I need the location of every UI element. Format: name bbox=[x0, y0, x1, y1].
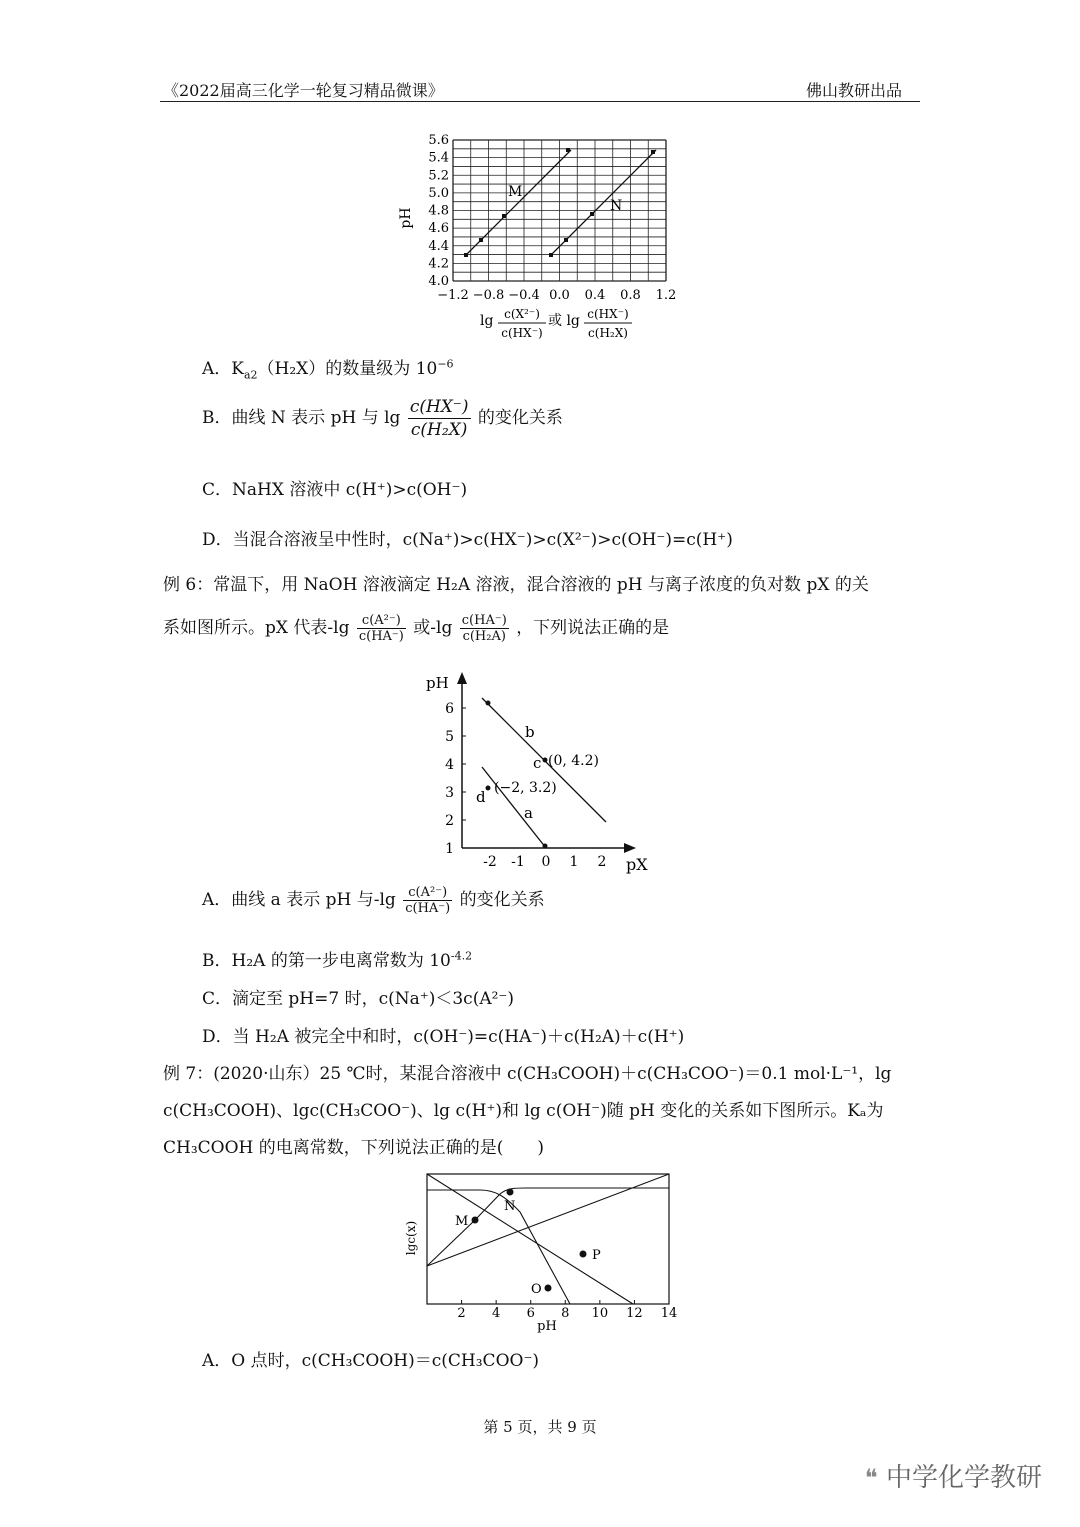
chart2-point-d bbox=[486, 786, 491, 791]
header-right: 佛山教研出品 bbox=[805, 81, 902, 100]
chart3-point-N bbox=[507, 1189, 514, 1196]
chart3-xtick: 12 bbox=[626, 1306, 643, 1321]
header-rule bbox=[160, 101, 920, 102]
chart2-label-c-coord: (0, 4.2) bbox=[548, 753, 599, 769]
chart1-xlabel-den2: c(H₂X) bbox=[588, 326, 628, 340]
q5-option-d: D．当混合溶液呈中性时，c(Na⁺)>c(HX⁻)>c(X²⁻)>c(OH⁻)=c(H⁺) bbox=[202, 530, 733, 550]
chart1-ytick: 5.4 bbox=[428, 150, 449, 166]
chart1-point bbox=[479, 238, 483, 242]
chart1-xtick: −0.4 bbox=[508, 288, 540, 303]
ex6-line1: 例 6：常温下，用 NaOH 溶液滴定 H₂A 溶液，混合溶液的 pH 与离子浓度的负对数 pX 的关 bbox=[163, 575, 869, 595]
chart2-ytick: 2 bbox=[445, 813, 454, 829]
chart2-label-a: a bbox=[524, 804, 533, 822]
chart2-point-c bbox=[543, 758, 548, 763]
q6-option-c: C．滴定至 pH=7 时，c(Na⁺)＜3c(A²⁻) bbox=[202, 989, 515, 1009]
chart2-ylabel: pH bbox=[426, 674, 449, 692]
q6-option-b: B．H₂A 的第一步电离常数为 $10^{-4.2}$ bbox=[202, 949, 473, 971]
chart3-xlabel: pH bbox=[537, 1319, 557, 1334]
q5-option-c: C．NaHX 溶液中 c(H⁺)>c(OH⁻) bbox=[202, 480, 468, 500]
chart2-xlabel: pX bbox=[626, 855, 648, 874]
chart1-point bbox=[502, 214, 506, 218]
q6-option-a: A．曲线 a 表示 pH 与-lg $\frac{\text{c(A²⁻)}}{c(HA^-)}$ 的变化关系 bbox=[202, 885, 545, 916]
chart3-xtick: 10 bbox=[591, 1306, 609, 1321]
chart2-ytick: 3 bbox=[445, 785, 454, 801]
chart1-xtick: 0.4 bbox=[584, 288, 606, 303]
chart3-xtick: 2 bbox=[457, 1306, 466, 1321]
chart1-ytick: 5.0 bbox=[428, 185, 449, 201]
chart3-label-M: M bbox=[455, 1214, 469, 1229]
header-left: 《2022届高三化学一轮复习精品微课》 bbox=[163, 81, 444, 100]
chart1-ticks bbox=[428, 133, 676, 303]
chart1-ytick: 4.8 bbox=[428, 203, 449, 219]
chart1-point bbox=[590, 212, 594, 216]
wechat-icon: ❝ bbox=[864, 1464, 878, 1492]
chart2-ph-vs-px bbox=[420, 670, 660, 875]
q7-option-a: A．O 点时，c(CH₃COOH)＝c(CH₃COO⁻) bbox=[202, 1351, 540, 1371]
q6-option-d: D．当 H₂A 被完全中和时，c(OH⁻)=c(HA⁻)＋c(H₂A)＋c(H⁺) bbox=[202, 1027, 685, 1047]
chart1-ph-vs-lg-ratio bbox=[398, 128, 688, 346]
chart1-ytick: 4.6 bbox=[428, 221, 449, 237]
chart1-ytick: 5.6 bbox=[428, 133, 449, 148]
chart3-xtick: 8 bbox=[561, 1306, 570, 1321]
chart1-xtick: 0.0 bbox=[549, 288, 570, 303]
chart3-label-P: P bbox=[592, 1248, 601, 1263]
chart1-ylabel: pH bbox=[398, 207, 414, 229]
chart1-xlabel-or: 或 lg bbox=[548, 313, 580, 329]
chart2-ytick: 1 bbox=[445, 841, 454, 857]
chart2-xtick: 0 bbox=[541, 854, 551, 870]
chart3-label-N: N bbox=[504, 1199, 516, 1214]
chart1-curve-N: N bbox=[610, 198, 623, 214]
chart3-ylabel: lgc(x) bbox=[404, 1220, 418, 1256]
chart2-label-d-coord: (−2, 3.2) bbox=[494, 780, 557, 796]
chart1-xtick: 0.8 bbox=[620, 288, 641, 303]
chart3-point-M bbox=[472, 1217, 479, 1224]
ex7-line2: c(CH₃COOH)、lgc(CH₃COO⁻)、lg c(H⁺)和 lg c(OH⁻)随 pH 变化的关系如下图所示。Kₐ为 bbox=[163, 1101, 884, 1121]
chart1-ytick: 4.2 bbox=[428, 256, 449, 272]
chart1-ytick: 5.2 bbox=[428, 168, 449, 184]
chart1-xtick: −0.8 bbox=[472, 288, 505, 303]
ex7-line1: 例 7：(2020·山东）25 ℃时，某混合溶液中 c(CH₃COOH)＋c(CH₃COO⁻)＝0.1 mol·L⁻¹，lg bbox=[163, 1064, 892, 1084]
chart1-xlabel-num1: c(X²⁻) bbox=[504, 307, 540, 321]
chart2-label-b: b bbox=[525, 723, 535, 741]
chart2-ytick: 4 bbox=[445, 757, 454, 773]
watermark: ❝ 中学化学教研 bbox=[864, 1463, 1042, 1493]
page-footer: 第 5 页，共 9 页 bbox=[483, 1418, 597, 1436]
chart1-curve-M: M bbox=[508, 184, 523, 200]
chart1-xtick: 1.2 bbox=[655, 288, 677, 303]
chart1-ytick: 4.0 bbox=[428, 274, 449, 289]
chart3-xtick: 14 bbox=[660, 1306, 678, 1321]
chart3-xtick: 6 bbox=[526, 1306, 535, 1321]
chart1-point bbox=[549, 253, 553, 257]
chart3-point-O bbox=[545, 1285, 552, 1292]
chart3-point-P bbox=[580, 1251, 587, 1258]
chart1-xlabel-den1: c(HX⁻) bbox=[501, 326, 543, 340]
ex6-line2: 系如图所示。pX 代表-lg $\frac{\text{c(A²⁻)}}{c(HA^-)}$ 或-lg $\frac{c(HA^-)}{\text{c(H₂A)}}$ ，下列说法正确的是 bbox=[163, 613, 670, 644]
chart1-point bbox=[651, 150, 655, 154]
chart2-xtick: 1 bbox=[569, 854, 579, 870]
ex7-line3: CH₃COOH 的电离常数，下列说法正确的是( ) bbox=[163, 1138, 545, 1158]
chart2-xtick: -1 bbox=[511, 854, 525, 870]
chart2-ytick: 6 bbox=[445, 701, 454, 717]
chart1-point bbox=[464, 253, 468, 257]
chart2-label-d: d bbox=[476, 788, 486, 806]
q5-option-b: B．曲线 N 表示 pH 与 lg $\frac{c(HX^-)}{\text{c(H₂X)}}$ 的变化关系 bbox=[202, 397, 563, 440]
chart3-lgc-vs-ph bbox=[395, 1168, 685, 1336]
chart1-ytick: 4.4 bbox=[428, 238, 449, 254]
chart3-line-h bbox=[427, 1174, 633, 1304]
chart1-xlabel-lg: lg bbox=[480, 313, 494, 329]
chart2-ytick: 5 bbox=[445, 729, 454, 745]
chart1-xtick: −1.2 bbox=[437, 288, 469, 303]
chart1-point bbox=[564, 238, 568, 242]
chart1-point bbox=[566, 148, 570, 152]
chart2-label-c: c bbox=[533, 754, 542, 772]
chart3-xtick: 4 bbox=[492, 1306, 501, 1321]
chart2-xtick: -2 bbox=[483, 854, 497, 870]
chart3-ticks bbox=[457, 1300, 677, 1321]
q5-option-a: A．$K_{a2}(H_2X)$的数量级为 $10^{-6}$ bbox=[202, 357, 454, 382]
chart3-label-O: O bbox=[531, 1282, 542, 1297]
chart1-xlabel-num2: c(HX⁻) bbox=[587, 307, 629, 321]
chart2-xtick: 2 bbox=[597, 854, 607, 870]
